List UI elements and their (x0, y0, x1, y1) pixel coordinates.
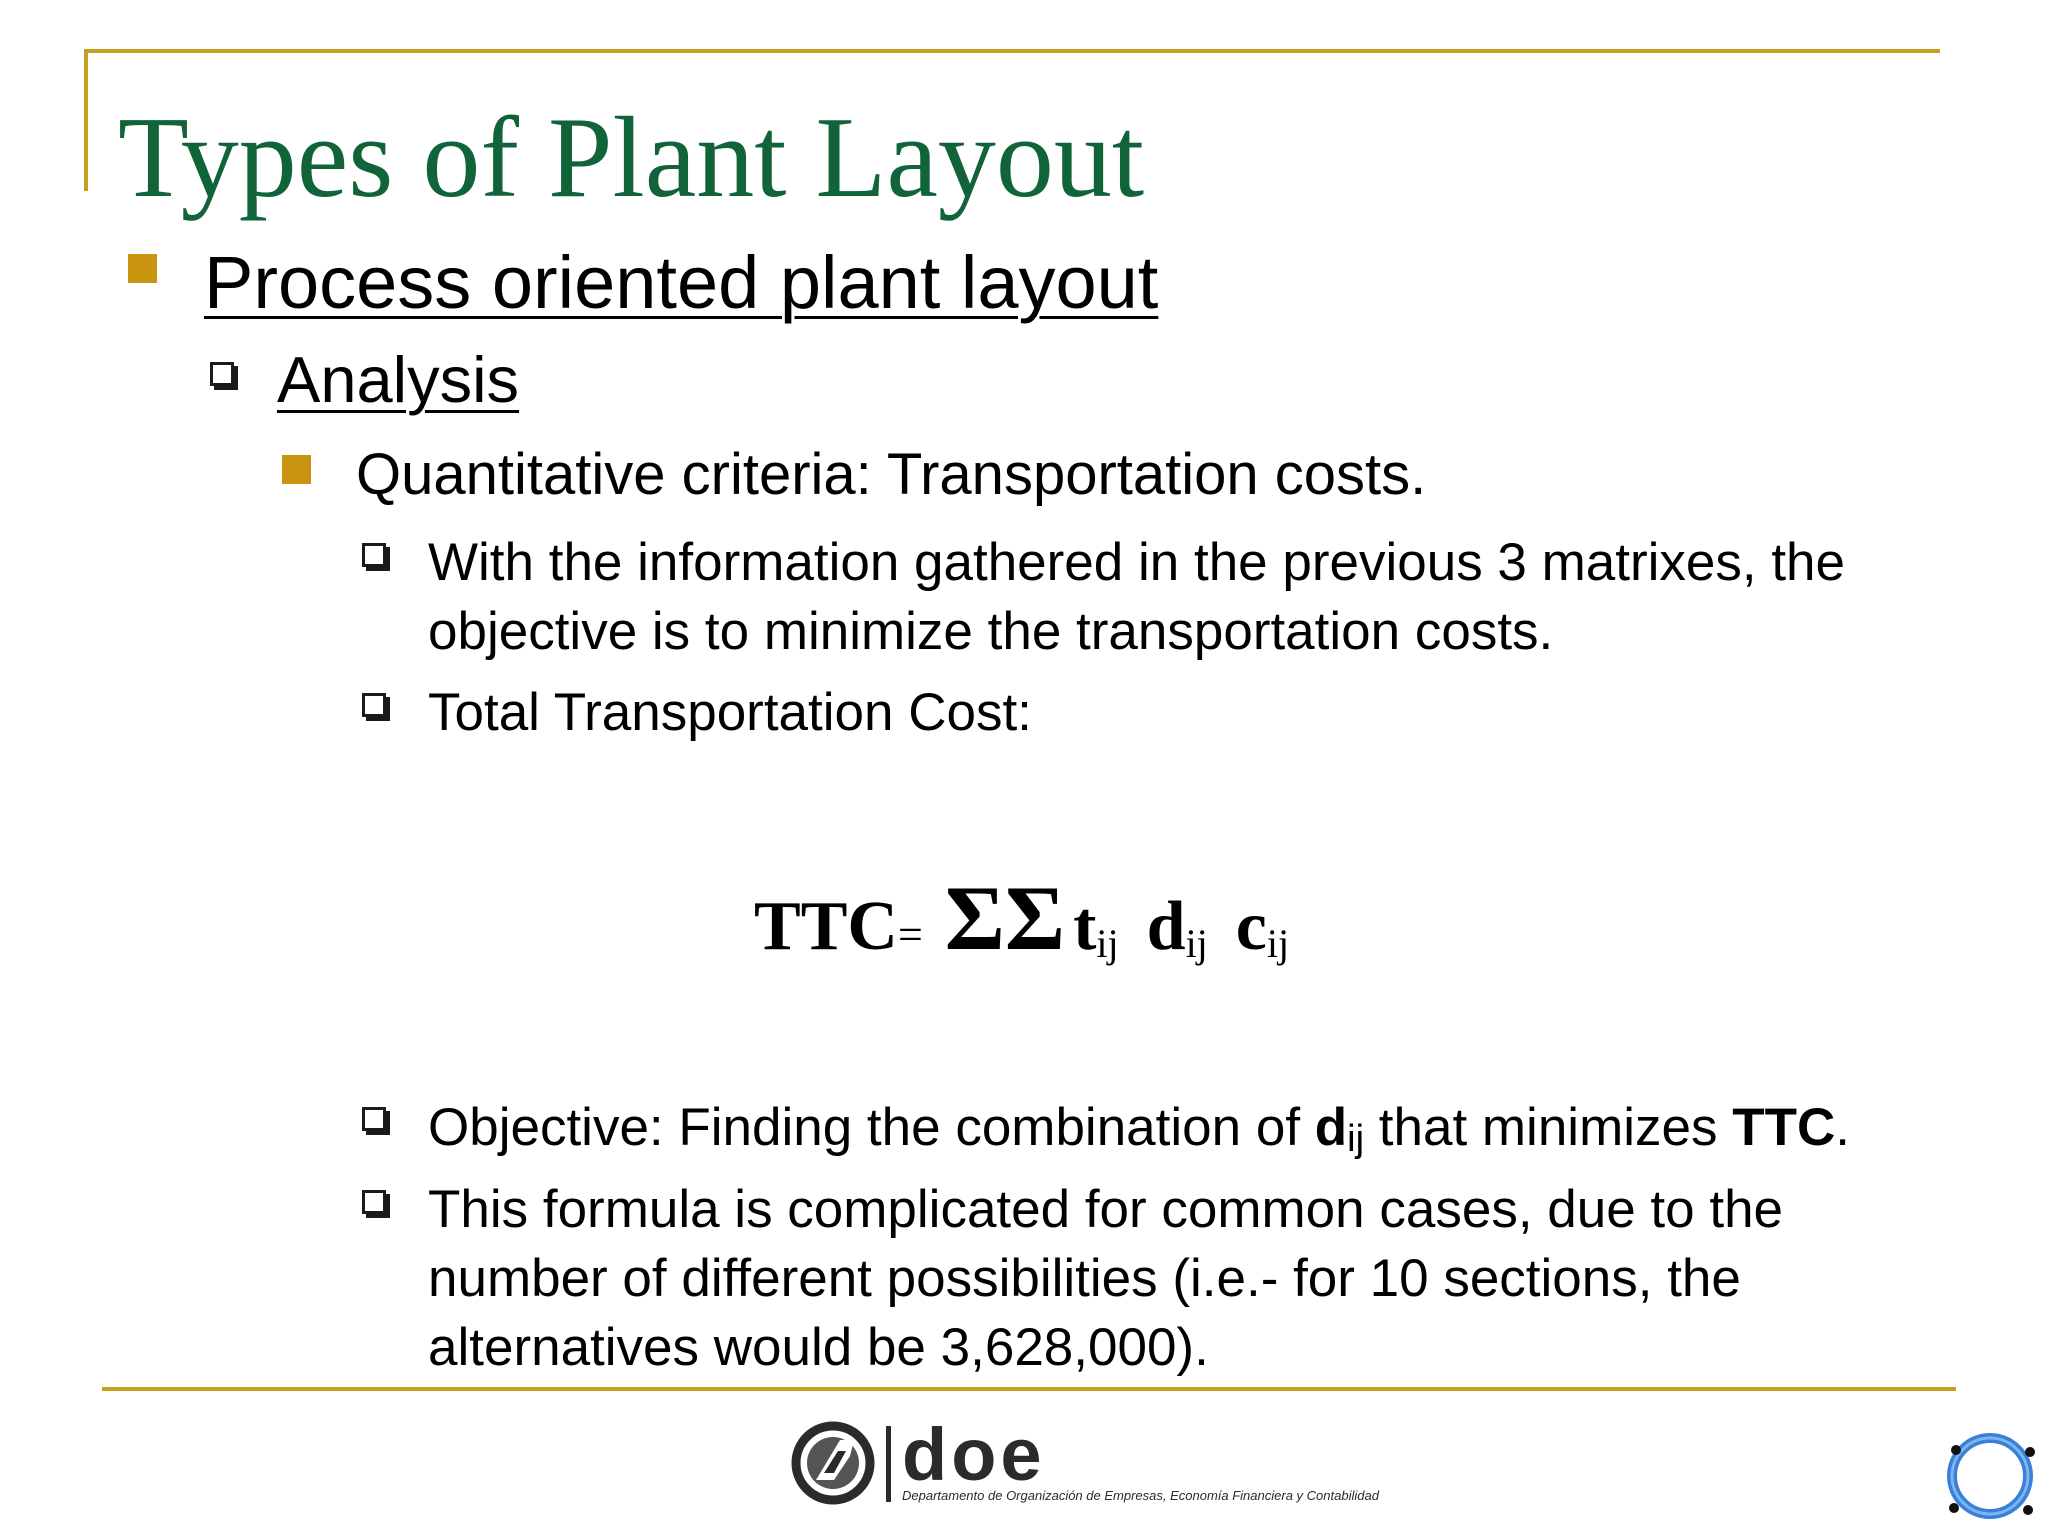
level1-heading: Process oriented plant layout (204, 241, 1159, 324)
filled-square-bullet-icon (282, 455, 311, 484)
info-line-1: With the information gathered in the previous 3 matrixes, the (428, 533, 1845, 592)
logo-subtitle: Departamento de Organización de Empresas, Economía Financiera y Contabilidad (902, 1488, 1379, 1503)
objective-prefix: Objective: Finding the combination of (428, 1098, 1315, 1157)
total-cost-label: Total Transportation Cost: (428, 683, 1032, 742)
formula-d: d (1146, 888, 1186, 965)
formula-d-sub: ij (1185, 921, 1208, 966)
objective-middle: that minimizes (1364, 1098, 1733, 1157)
logo-emblem-icon (796, 1426, 870, 1500)
ttc-formula (754, 868, 1289, 995)
level3-text: Quantitative criteria: Transportation costs. (356, 442, 1427, 507)
filled-square-bullet-icon (128, 254, 157, 283)
objective-sub: ij (1347, 1118, 1365, 1160)
top-rule (84, 49, 1940, 53)
open-square-bullet-icon (210, 362, 234, 386)
department-logo (790, 1418, 1490, 1508)
formula-lhs: TTC (754, 888, 898, 965)
open-square-bullet-icon (362, 543, 386, 567)
logo-text: doe (902, 1418, 1046, 1496)
objective-end: . (1835, 1098, 1850, 1157)
complicated-line-1: This formula is complicated for common cases, due to the (428, 1180, 1784, 1239)
complicated-line-2: number of different possibilities (i.e.- for 10 sections, the (428, 1249, 1741, 1308)
bottom-rule (102, 1387, 1956, 1391)
complicated-line-3: alternatives would be 3,628,000). (428, 1318, 1209, 1377)
left-rule (84, 49, 88, 191)
formula-c-sub: ij (1266, 921, 1290, 966)
formula-equals: = (897, 910, 923, 959)
slide-title: Types of Plant Layout (118, 94, 1145, 222)
formula-c: c (1235, 888, 1267, 965)
info-line-2: objective is to minimize the transportation costs. (428, 602, 1554, 661)
objective-ttc: TTC (1732, 1098, 1836, 1157)
formula-sigma: ΣΣ (944, 867, 1066, 969)
open-square-bullet-icon (362, 1107, 386, 1131)
objective-text (428, 1093, 1850, 1174)
open-square-bullet-icon (362, 693, 386, 717)
objective-var: d (1314, 1098, 1348, 1157)
formula-t: t (1073, 888, 1097, 965)
open-square-bullet-icon (362, 1190, 386, 1214)
formula-t-sub: ij (1096, 921, 1119, 966)
corner-ring-icon (1942, 1428, 2038, 1524)
level2-heading: Analysis (277, 343, 520, 416)
